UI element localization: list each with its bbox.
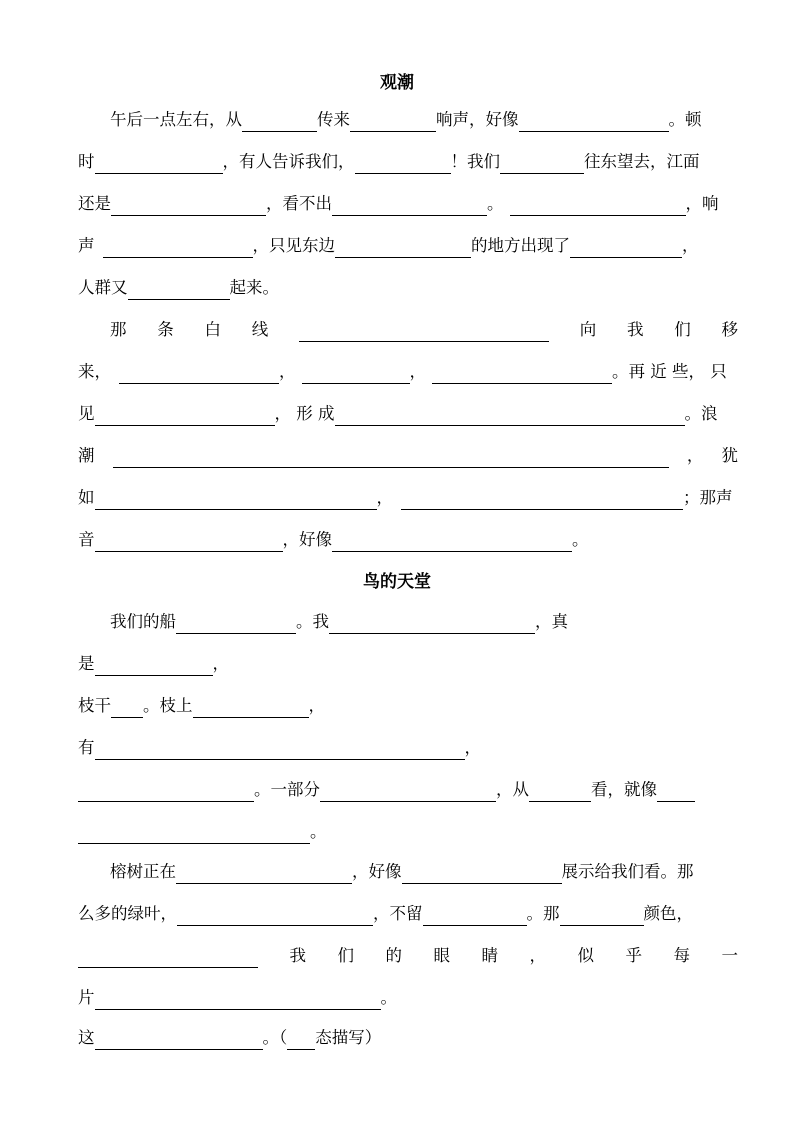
- blank[interactable]: [519, 113, 669, 132]
- text: 午后一点左右，从: [110, 110, 242, 129]
- blank[interactable]: [335, 239, 471, 258]
- text: 。: [310, 822, 327, 841]
- text: 。: [487, 194, 504, 213]
- text-line: [78, 820, 738, 844]
- text: ，: [682, 236, 699, 255]
- text-line: [78, 736, 738, 760]
- blank[interactable]: [95, 741, 465, 760]
- text: 见: [78, 404, 95, 423]
- text: 。顿: [668, 110, 702, 129]
- text: ，: [529, 946, 546, 965]
- title-guanchao: 观潮: [380, 73, 414, 93]
- text: ，: [376, 488, 393, 507]
- blank[interactable]: [95, 991, 381, 1010]
- text-line: [78, 944, 738, 968]
- text: 乎: [625, 946, 642, 965]
- text: 。（: [262, 1028, 288, 1047]
- blank[interactable]: [128, 281, 230, 300]
- title-niao-de-tiantang: 鸟的天堂: [363, 572, 431, 592]
- text: ，: [686, 446, 704, 465]
- text: ，不留: [373, 904, 423, 923]
- text: 起来。: [229, 278, 279, 297]
- text: 颜色，: [643, 904, 693, 923]
- text: ，: [308, 696, 325, 715]
- blank[interactable]: [402, 865, 562, 884]
- text: 枝干: [78, 696, 111, 715]
- text-line: [78, 778, 738, 802]
- blank[interactable]: [355, 155, 451, 174]
- text: ，: [409, 362, 426, 381]
- blank[interactable]: [78, 949, 258, 968]
- blank[interactable]: [320, 783, 496, 802]
- text: 人群又: [78, 278, 128, 297]
- blank[interactable]: [95, 491, 377, 510]
- text: 们: [674, 320, 691, 339]
- text: 么多的绿叶，: [78, 904, 177, 923]
- blank[interactable]: [95, 407, 275, 426]
- text-line: [78, 528, 738, 552]
- blank[interactable]: [119, 365, 279, 384]
- text: ，: [212, 654, 229, 673]
- text: ，: [279, 362, 296, 381]
- text: 们: [337, 946, 354, 965]
- text-line: [78, 318, 738, 342]
- blank[interactable]: [95, 1031, 263, 1050]
- text: 。我: [296, 612, 329, 631]
- text: 我们的船: [110, 612, 176, 631]
- blank[interactable]: [560, 907, 644, 926]
- blank[interactable]: [500, 155, 584, 174]
- text: ，响: [685, 194, 719, 213]
- text: ，好像: [352, 862, 402, 881]
- blank[interactable]: [111, 197, 266, 216]
- blank[interactable]: [570, 239, 682, 258]
- blank[interactable]: [332, 533, 572, 552]
- text-line: [78, 902, 738, 926]
- text: 还是: [78, 194, 111, 213]
- text: ，只见东边: [252, 236, 335, 255]
- text: 这: [78, 1028, 95, 1047]
- text: 音: [78, 530, 95, 549]
- blank[interactable]: [193, 699, 309, 718]
- text: 的: [385, 946, 402, 965]
- text: 一: [721, 946, 738, 965]
- text: 有: [78, 738, 95, 757]
- text: 。再 近 些， 只: [612, 362, 727, 381]
- text: ！我们: [450, 152, 500, 171]
- text-line: [78, 986, 738, 1010]
- text-line: [78, 610, 738, 634]
- blank[interactable]: [299, 323, 549, 342]
- text-line: [78, 1026, 738, 1050]
- text: 。一部分: [254, 780, 320, 799]
- text: 似: [577, 946, 594, 965]
- text: 来，: [78, 362, 111, 381]
- blank[interactable]: [78, 825, 310, 844]
- text: 片: [78, 988, 95, 1007]
- blank[interactable]: [95, 533, 283, 552]
- text: 。: [572, 530, 589, 549]
- text-line: [78, 276, 738, 300]
- blank[interactable]: [111, 699, 143, 718]
- blank[interactable]: [329, 615, 535, 634]
- text: 声: [78, 236, 95, 255]
- blank[interactable]: [510, 197, 686, 216]
- text: 时: [78, 152, 95, 171]
- text: 。枝上: [143, 696, 193, 715]
- text: 响声，好像: [436, 110, 519, 129]
- text-line: [78, 860, 738, 884]
- text: ，真: [535, 612, 568, 631]
- text: 犹: [721, 446, 738, 465]
- text-line: [78, 694, 738, 718]
- blank[interactable]: [103, 239, 253, 258]
- blank[interactable]: [78, 783, 254, 802]
- blank[interactable]: [302, 365, 410, 384]
- text: 向: [579, 320, 597, 339]
- blank[interactable]: [176, 865, 352, 884]
- text: ，从: [496, 780, 529, 799]
- text: 每: [673, 946, 690, 965]
- text-line: [78, 108, 738, 132]
- text: 展示给我们看。那: [561, 862, 694, 881]
- blank[interactable]: [335, 407, 685, 426]
- text: 移: [721, 320, 738, 339]
- blank[interactable]: [529, 783, 591, 802]
- text-line: [78, 402, 738, 426]
- text-line: [78, 192, 738, 216]
- blank[interactable]: [657, 783, 695, 802]
- blank[interactable]: [177, 907, 373, 926]
- blank[interactable]: [432, 365, 612, 384]
- text: 态描写）: [315, 1028, 382, 1047]
- blank[interactable]: [113, 449, 669, 468]
- text: 。浪: [684, 404, 718, 423]
- text: 线: [251, 320, 269, 339]
- text: ，看不出: [266, 194, 332, 213]
- text: 往东望去，江面: [584, 152, 700, 171]
- text: 。: [380, 988, 397, 1007]
- text: 条: [157, 320, 174, 339]
- text: ，有人告诉我们，: [222, 152, 355, 171]
- text: 是: [78, 654, 95, 673]
- blank[interactable]: [401, 491, 683, 510]
- blank[interactable]: [350, 113, 436, 132]
- blank[interactable]: [423, 907, 527, 926]
- text: 白: [204, 320, 221, 339]
- text: 。那: [526, 904, 560, 923]
- text: 榕树正在: [110, 862, 176, 881]
- blank[interactable]: [242, 113, 317, 132]
- text: 睛: [481, 946, 498, 965]
- text: ，: [464, 738, 481, 757]
- text: 如: [78, 488, 95, 507]
- text-line: [78, 360, 738, 384]
- blank[interactable]: [332, 197, 487, 216]
- text: 潮: [78, 446, 95, 465]
- text: 我: [289, 946, 306, 965]
- text: 我: [627, 320, 644, 339]
- text: ，好像: [282, 530, 332, 549]
- text-line: [78, 486, 738, 510]
- blank[interactable]: [95, 657, 213, 676]
- text: ， 形 成: [274, 404, 335, 423]
- blank[interactable]: [287, 1031, 315, 1050]
- text-line: [78, 444, 738, 468]
- text: 看，就像: [591, 780, 657, 799]
- text: ；那声: [683, 488, 733, 507]
- text: 的地方出现了: [471, 236, 570, 255]
- text: 那: [110, 320, 127, 339]
- text-line: [78, 652, 738, 676]
- blank[interactable]: [176, 615, 296, 634]
- text: 眼: [433, 946, 450, 965]
- blank[interactable]: [95, 155, 223, 174]
- text-line: [78, 234, 738, 258]
- text-line: [78, 150, 738, 174]
- text: 传来: [317, 110, 350, 129]
